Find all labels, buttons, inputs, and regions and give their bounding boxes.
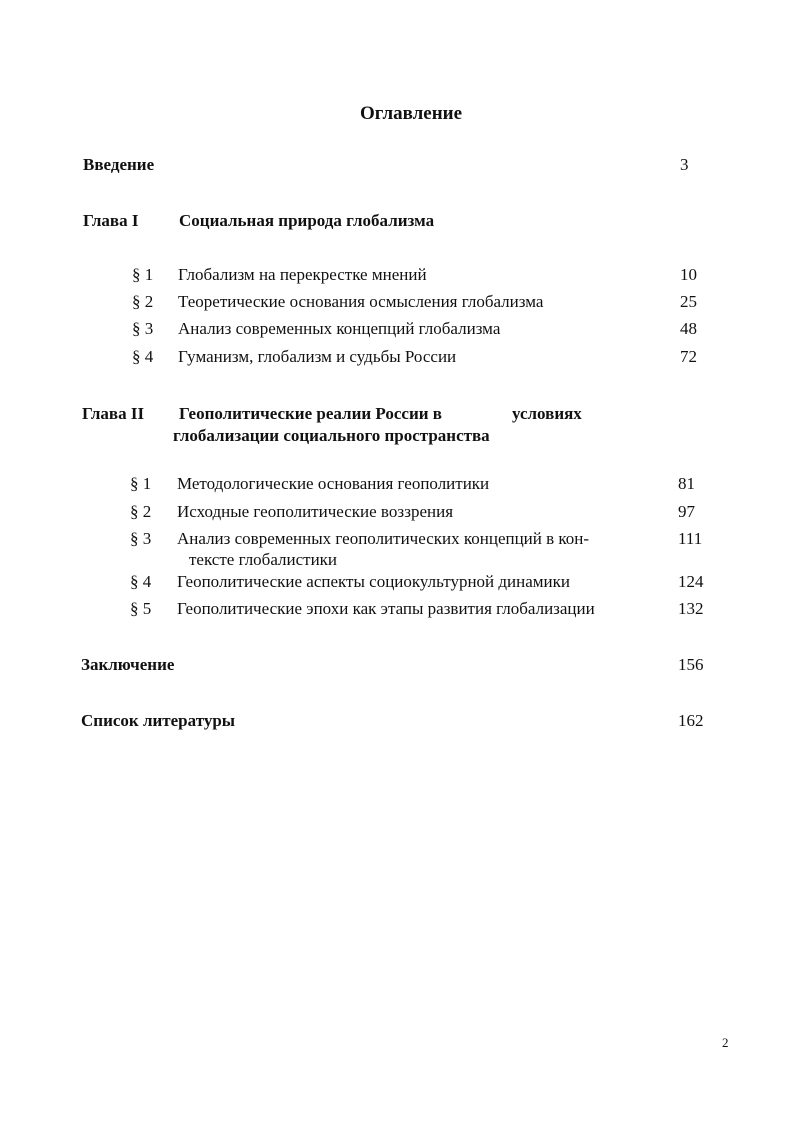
section-number: § 4	[132, 347, 154, 366]
page-title: Оглавление	[360, 103, 463, 124]
section-number: § 1	[130, 474, 152, 493]
toc-bibliography-label: Список литературы	[81, 711, 236, 730]
section-title: Гуманизм, глобализм и судьбы России	[178, 347, 457, 366]
toc-intro-label: Введение	[83, 155, 155, 174]
section-page: 81	[678, 474, 695, 493]
section-page: 10	[680, 265, 697, 284]
chapter1-label: Глава I	[83, 211, 139, 230]
section-number: § 3	[132, 319, 154, 338]
section-title: Геополитические эпохи как этапы развития глобализации	[177, 599, 595, 618]
section-title: Анализ современных геополитических концепций в кон-	[177, 529, 590, 548]
chapter1-title: Социальная природа глобализма	[179, 211, 435, 230]
section-title: Исходные геополитические воззрения	[177, 502, 454, 521]
section-title: Глобализм на перекрестке мнений	[178, 265, 427, 284]
toc-conclusion-label: Заключение	[81, 655, 175, 674]
chapter2-label: Глава II	[82, 404, 145, 423]
section-page: 48	[680, 319, 697, 338]
section-number: § 3	[130, 529, 152, 548]
section-page: 111	[678, 529, 703, 548]
section-page: 72	[680, 347, 697, 366]
section-title: Теоретические основания осмысления глобализма	[178, 292, 544, 311]
section-title: Методологические основания геополитики	[177, 474, 490, 493]
chapter2-title-line1b: условиях	[512, 404, 582, 423]
page-number: 2	[722, 1035, 729, 1050]
section-number: § 1	[132, 265, 154, 284]
section-page: 97	[678, 502, 695, 521]
section-number: § 2	[130, 502, 152, 521]
section-page: 124	[678, 572, 704, 591]
section-page: 132	[678, 599, 704, 618]
toc-bibliography-page: 162	[678, 711, 704, 730]
section-title-continued: тексте глобалистики	[189, 550, 338, 569]
section-title: Анализ современных концепций глобализма	[178, 319, 501, 338]
toc-conclusion-page: 156	[678, 655, 704, 674]
chapter2-title-line1a: Геополитические реалии России в	[179, 404, 442, 423]
section-title: Геополитические аспекты социокультурной динамики	[177, 572, 571, 591]
toc-intro-page: 3	[680, 155, 689, 174]
section-number: § 2	[132, 292, 154, 311]
section-number: § 5	[130, 599, 152, 618]
section-page: 25	[680, 292, 697, 311]
chapter2-title-line2: глобализации социального пространства	[173, 426, 490, 445]
section-number: § 4	[130, 572, 152, 591]
